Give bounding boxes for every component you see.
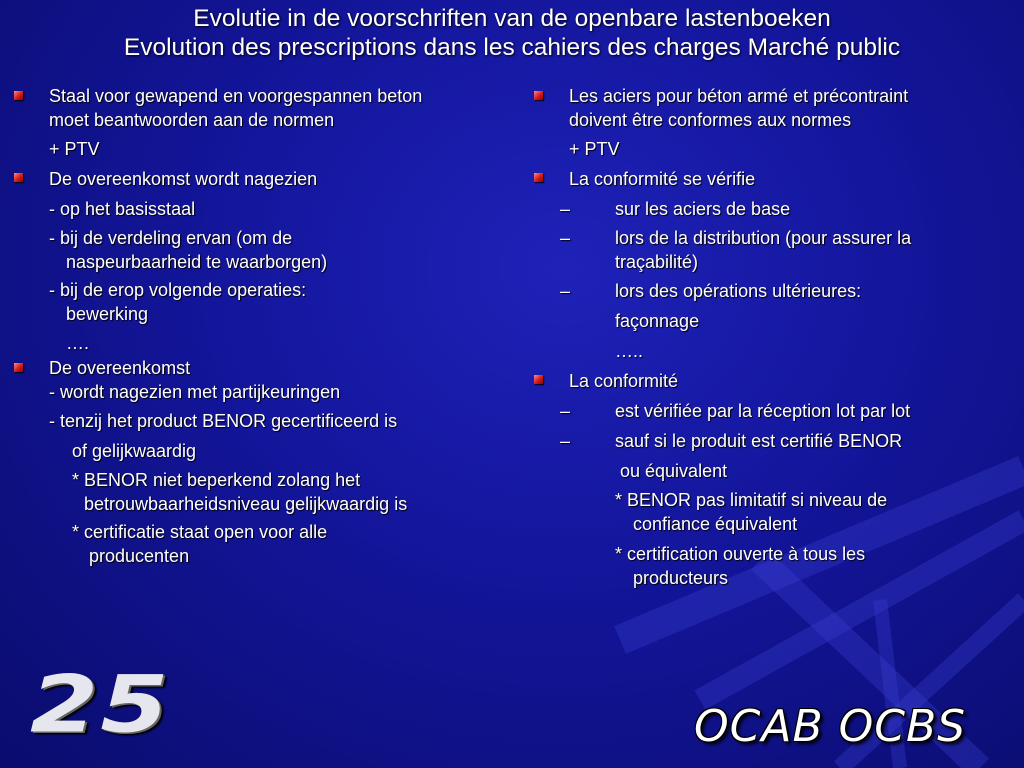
slide-number: 25 [30,659,171,751]
list-item: Staal voor gewapend en voorgespannen beton moet beantwoorden aan de normen [14,84,504,132]
square-bullet-icon [534,173,543,182]
square-bullet-icon [14,363,23,372]
list-item: La conformité [534,368,1014,394]
title-dutch: Evolutie in de voorschriften van de openbare lastenboeken [193,5,831,32]
list-item: De overeenkomst wordt nagezien [14,166,504,192]
square-bullet-icon [534,375,543,384]
list-item: La conformité se vérifie [534,166,1014,192]
title-french: Evolution des prescriptions dans les cahiers des charges Marché public [123,34,901,61]
square-bullet-icon [14,173,23,182]
square-bullet-icon [14,91,23,100]
dutch-column: Staal voor gewapend en voorgespannen beton moet beantwoorden aan de normen + PTV De overeenkomst wordt nagezien - op het basisstaal - bij de verdeling ervan (om de naspeurbaarheid te waarborgen) - bij de erop volgende operaties: bewerking …. De overeenkomst - wordt nagezien met partijkeuringen - tenzij het product BENOR gecertificeerd is of gelijkwaardig * BENOR niet beperkend zolang het betrouwbaarheidsniveau gelijkwaardig is * certificatie staat open voor alle producenten [14,84,504,568]
brand-logo-text: OCAB OCBS [694,701,967,752]
square-bullet-icon [534,91,543,100]
list-item: De overeenkomst - wordt nagezien met partijkeuringen [14,356,504,404]
french-column: Les aciers pour béton armé et précontraint doivent être conformes aux normes + PTV La conformité se vérifie – sur les aciers de base – lors de la distribution (pour assurer la traçabilité) – lors des opérations ultérieures: façonnage ….. La conformité – est vérifiée par la réception lot par lot – sauf si le produit est certifié BENOR ou équivalent * BENOR pas limitatif si niveau de confiance équivalent * certification ouverte à tous les producteurs [534,84,1014,590]
list-item: Les aciers pour béton armé et précontraint doivent être conformes aux normes [534,84,1014,132]
slide-title [0,4,1024,62]
